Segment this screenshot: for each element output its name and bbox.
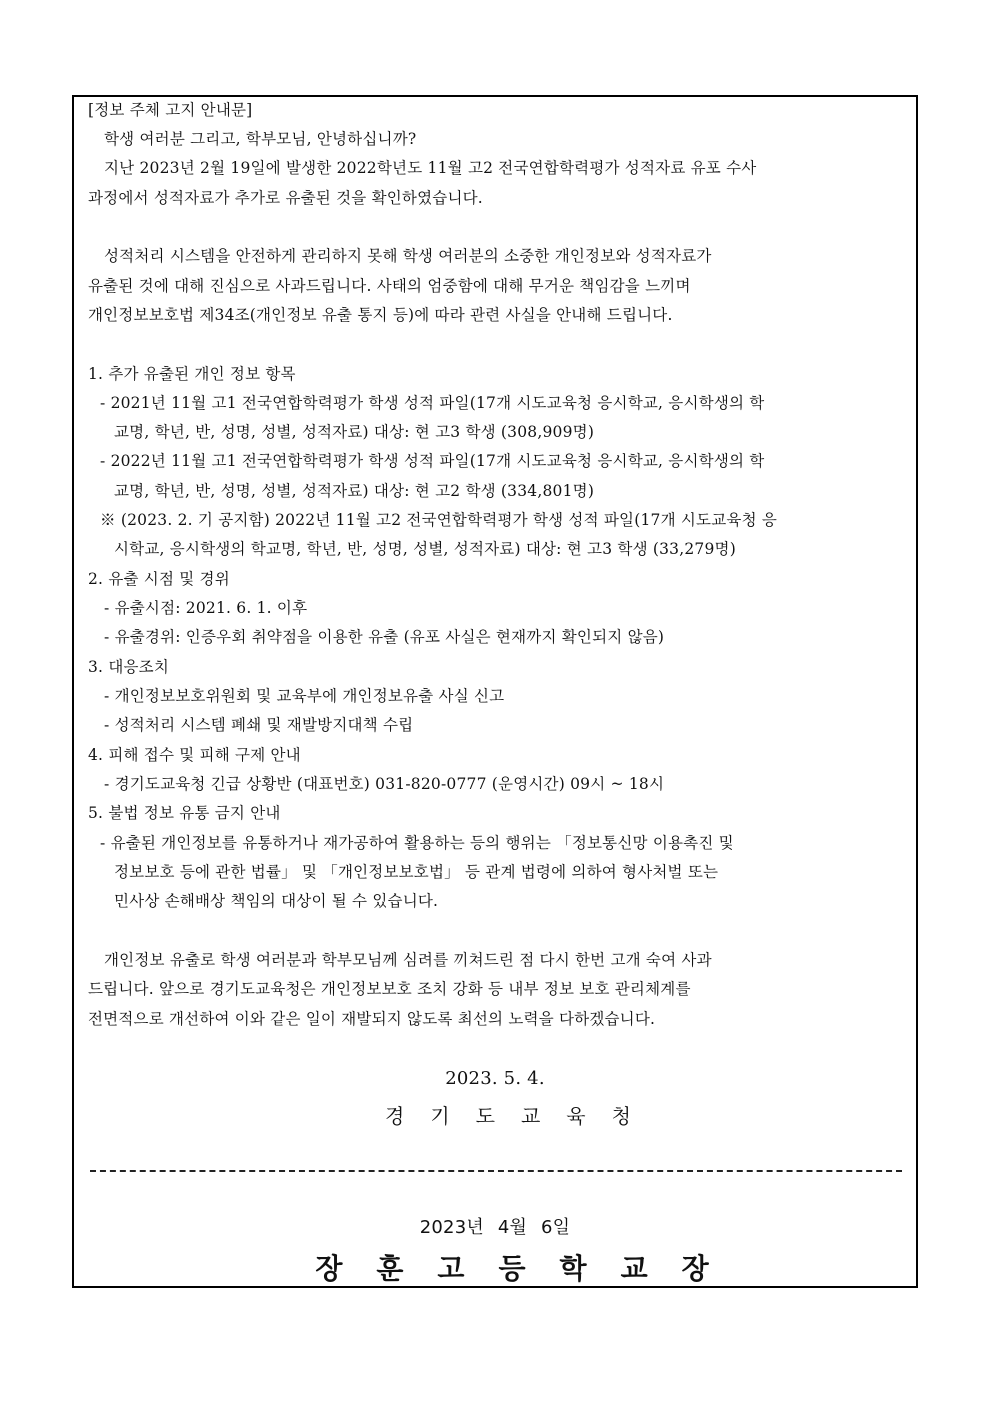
apology-line-2: 유출된 것에 대해 진심으로 사과드립니다. 사태의 엄중함에 대해 무거운 책임감을 느끼며	[88, 277, 691, 295]
notice-issuer: 경기도교육청	[385, 1104, 657, 1128]
section5-line-2: 정보보호 등에 관한 법률」 및 「개인정보보호법」 등 관계 법령에 의하여 형사처벌 또는	[114, 863, 719, 881]
intro-line-1: 지난 2023년 2월 19일에 발생한 2022학년도 11월 고2 전국연합학력평가 성적자료 유포 수사	[104, 159, 757, 177]
closing-line-1: 개인정보 유출로 학생 여러분과 학부모님께 심려를 끼쳐드린 점 다시 한번 고개 숙여 사과	[104, 951, 712, 969]
section1-item1-line1: - 2021년 11월 고1 전국연합학력평가 학생 성적 파일(17개 시도교육청 응시학교, 응시학생의 학	[100, 394, 765, 412]
section3-item-2: - 성적처리 시스템 폐쇄 및 재발방지대책 수립	[104, 716, 414, 734]
section2-item-2: - 유출경위: 인증우회 취약점을 이용한 유출 (유포 사실은 현재까지 확인되지 않음)	[104, 628, 665, 646]
section1-note-line2: 시학교, 응시학생의 학교명, 학년, 반, 성명, 성별, 성적자료) 대상: 현 고3 학생 (33,279명)	[114, 540, 736, 558]
section1-item2-line1: - 2022년 11월 고1 전국연합학력평가 학생 성적 파일(17개 시도교육청 응시학교, 응시학생의 학	[100, 452, 765, 470]
notice-header: [정보 주체 고지 안내문]	[88, 101, 253, 119]
intro-line-2: 과정에서 성적자료가 추가로 유출된 것을 확인하였습니다.	[88, 189, 483, 207]
closing-line-2: 드립니다. 앞으로 경기도교육청은 개인정보보호 조치 강화 등 내부 정보 보호 관리체계를	[88, 980, 691, 998]
notice-date: 2023. 5. 4.	[445, 1068, 545, 1089]
greeting: 학생 여러분 그리고, 학부모님, 안녕하십니까?	[104, 130, 417, 148]
apology-line-1: 성적처리 시스템을 안전하게 관리하지 못해 학생 여러분의 소중한 개인정보와 성적자료가	[104, 247, 712, 265]
section5-title: 5. 불법 정보 유통 금지 안내	[88, 804, 281, 822]
section4-title: 4. 피해 접수 및 피해 구제 안내	[88, 746, 301, 764]
section2-item-1: - 유출시점: 2021. 6. 1. 이후	[104, 599, 308, 617]
section3-item-1: - 개인정보보호위원회 및 교육부에 개인정보유출 사실 신고	[104, 687, 505, 705]
section1-item2-line2: 교명, 학년, 반, 성명, 성별, 성적자료) 대상: 현 고2 학생 (334,801명)	[114, 482, 595, 500]
section1-item1-line2: 교명, 학년, 반, 성명, 성별, 성적자료) 대상: 현 고3 학생 (308,909명)	[114, 423, 595, 441]
section1-title: 1. 추가 유출된 개인 정보 항목	[88, 365, 296, 383]
section2-title: 2. 유출 시점 및 경위	[88, 570, 230, 588]
section5-line-3: 민사상 손해배상 책임의 대상이 될 수 있습니다.	[114, 892, 439, 910]
section4-item-1: - 경기도교육청 긴급 상황반 (대표번호) 031-820-0777 (운영시간) 09시 ~ 18시	[104, 775, 665, 793]
footer-date: 2023년 4월 6일	[419, 1217, 571, 1238]
section3-title: 3. 대응조치	[88, 658, 170, 676]
apology-line-3: 개인정보보호법 제34조(개인정보 유출 통지 등)에 따라 관련 사실을 안내해 드립니다.	[88, 306, 673, 324]
section5-line-1: - 유출된 개인정보를 유통하거나 재가공하여 활용하는 등의 행위는 「정보통신망 이용촉진 및	[100, 834, 734, 852]
footer-issuer: 장훈고등학교장	[315, 1252, 743, 1285]
dashed-divider	[90, 1170, 902, 1172]
closing-line-3: 전면적으로 개선하여 이와 같은 일이 재발되지 않도록 최선의 노력을 다하겠습니다.	[88, 1010, 656, 1028]
section1-note-line1: ※ (2023. 2. 기 공지함) 2022년 11월 고2 전국연합학력평가 학생 성적 파일(17개 시도교육청 응	[100, 511, 778, 529]
